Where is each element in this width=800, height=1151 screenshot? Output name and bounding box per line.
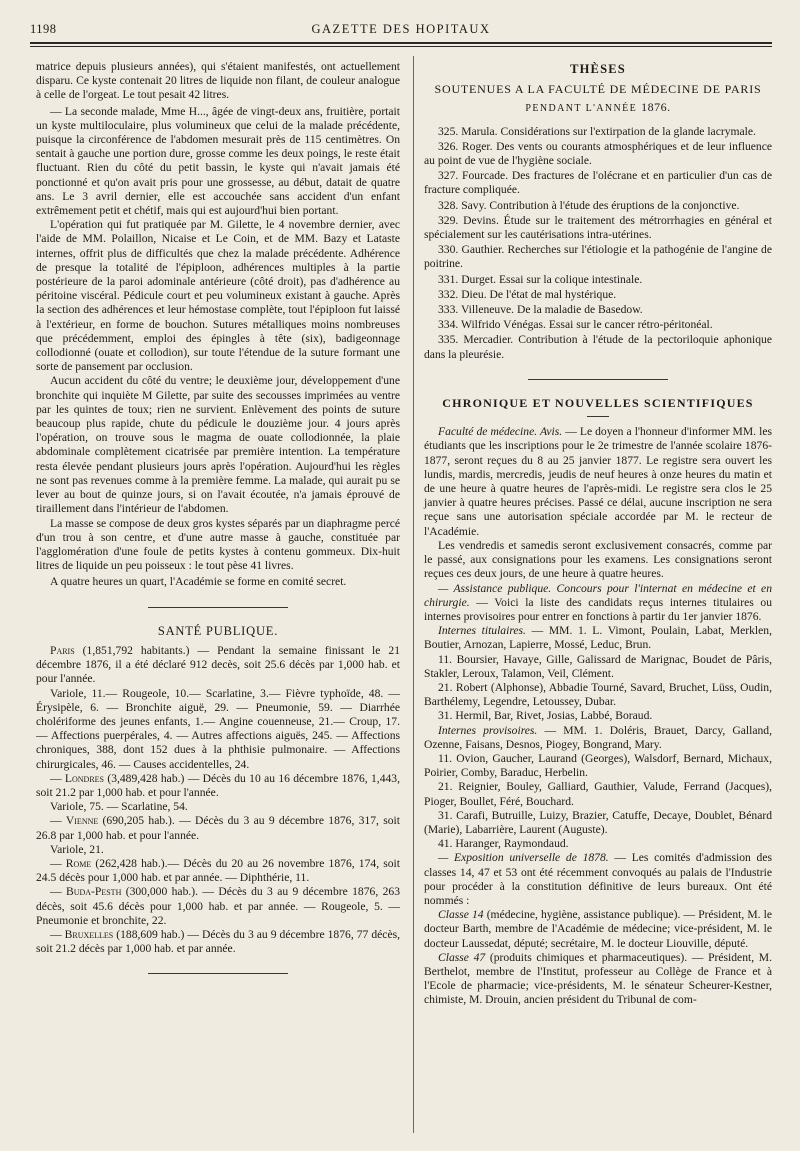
theses-subtitle: SOUTENUES A LA FACULTÉ DE MÉDECINE DE PARIS (434, 82, 762, 97)
header-rule-thin (30, 46, 772, 47)
list-item: 332. Dieu. De l'état de mal hystérique. (438, 287, 617, 301)
list-item: 335. Mercadier. Contribution à l'étude de la pectoriloquie aphonique dans la pleurésie. (424, 333, 772, 361)
paragraph: 11. Boursier, Havaye, Gille, Galissard de Marignac, Boudet de Pâris, Stakler, Leroux, Talamon, Veil, Clément. (424, 652, 772, 680)
report-londres: — Londres (3,489,428 hab.) — Décès du 10 au 16 décembre 1876, 1,443, soit 21.2 par 1,000 hab. et pour l'année. (36, 771, 400, 799)
list-item: 334. Wilfrido Vénégas. Essai sur le cancer rétro-péritonéal. (438, 318, 713, 332)
section-separator (36, 964, 400, 978)
list-item: 327. Fourcade. Des fractures de l'olécrane et en particulier d'un cas de fracture compliquée. (424, 169, 772, 197)
list-item: 328. Savy. Contribution à l'étude des éruptions de la conjonctive. (438, 198, 740, 212)
paragraph-classe-47: Classe 47 (produits chimiques et pharmaceutiques). — Président, M. Berthelot, membre de l'Institut, professeur au Collège de France et à l'Ecole de pharmacie; vice-présidents, M. le sénateur Scheurer-Kestner, chimiste, M. Drouin, ancien président du Tribunal de com- (424, 950, 772, 1007)
paragraph-provisoires: Internes provisoires. — MM. 1. Doléris, Brauet, Darcy, Galland, Ozenne, Faisans, Desnos, Piogey, Bongrand, Mary. (424, 723, 772, 751)
paragraph: L'opération qui fut pratiquée par M. Gilette, le 4 novembre dernier, avec l'aide de MM. Polaillon, Nicaise et Le Coin, et de MM. Bazy et Lataste internes, offrit plus de difficultés que chez la malade précédente. Adhérence de presque la totalité de l'épiploon, adhérences multiples à la partie postérieure de la paroi adominale antérieure (côté droit), pas d'adhérence au péritoine viscéral. Pédicule court et peu volumineux existant à gauche. Après la section des adhérences et leur hémostase complète, tout l'épiploon fut laissé à l'extérieur, en forme de bouchon. Sutures métalliques moins nombreuses que précédemment, emploi des épingles à tête (six), badigeonnage collodionné (ouate et collodion), sur toute l'étendue de la suture formant une sorte de pansement par occlusion. (36, 218, 400, 374)
report-rome: — Rome (262,428 hab.).— Décès du 20 au 26 novembre 1876, 174, soit 24.5 décès pour 1,000 hab. et par année. — Diphthérie, 11. (36, 856, 400, 885)
report-paris: Paris (1,851,792 habitants.) — Pendant la semaine finissant le 21 décembre 1876, il a été déclaré 912 decès, soit 25.6 décès par 1,000 hab. et pour l'année. (36, 643, 400, 686)
paragraph: 41. Haranger, Raymondaud. (438, 837, 569, 851)
list-item: 326. Roger. Des vents ou courants atmosphériques et de leur influence au point de vue de l'hygiène sociale. (424, 139, 772, 168)
list-item: 330. Gauthier. Recherches sur l'étiologie et la pathogénie de l'angine de poitrine. (424, 243, 772, 271)
paragraph: — La seconde malade, Mme H..., âgée de vingt-deux ans, fruitière, portait un kyste multiloculaire, plus volumineux que celui de la malade précédente, puisque la circonférence de l'abdomen mesurait près de 115 centimètres. On sentait à gauche une portion dure, grosse comme les deux poings, le reste était fluctuant. Rien du côté du petit bassin, le kyste qui n'avait jamais été ponctionné et qu'on avait pris pour une grossesse, au début, datait de quatre ans. Le 3 avril dernier, elle est accouchée sans accident d'un enfant extrêmement petit et chétif, mais qui est aujourd'hui bien portant. (36, 104, 400, 218)
short-rule (587, 416, 609, 417)
report-vienne-detail: Variole, 21. (50, 842, 104, 856)
paragraph-assistance: — Assistance publique. Concours pour l'internat en médecine et en chirurgie. — Voici la liste des candidats reçus internes titulaires ou internes provisoires pour entrer en fonctions à partir du 1er janvier 1876. (424, 581, 772, 623)
list-item: 325. Marula. Considérations sur l'extirpation de la glande lacrymale. (438, 124, 756, 138)
section-separator (36, 598, 400, 612)
paragraph-titulaires: Internes titulaires. — MM. 1. L. Vimont, Poulain, Labat, Merklen, Boutier, Arnozan, Lapierre, Mossé, Leduc, Brun. (424, 624, 772, 652)
list-item: 333. Villeneuve. De la maladie de Basedow. (438, 303, 643, 317)
paragraph: 21. Reignier, Bouley, Galliard, Gauthier, Valude, Ferrand (Jacques), Pioger, Boullet, Féré, Bouchard. (424, 780, 772, 808)
report-londres-detail: Variole, 75. — Scarlatine, 54. (50, 800, 188, 814)
section-title-chronique: CHRONIQUE ET NOUVELLES SCIENTIFIQUES (442, 396, 754, 411)
paragraph: matrice depuis plusieurs années), qui s'étaient manifestés, ont actuellement disparu. Ce kyste contenait 20 litres de liquide non filant, de couleur analogue à celle de l'orgeat. Le tout pesait 42 litres. (36, 60, 400, 102)
paragraph: Les vendredis et samedis seront exclusivement consacrés, comme par le passé, aux consignations pour les examens. Les consignations seront reçues ces deux jours, de une heure à quatre heures. (424, 538, 772, 581)
paragraph: Aucun accident du côté du ventre; le deuxième jour, développement d'une bronchite qui inquiète M Gilette, par suite des secousses imprimées au ventre par les quintes de toux; rien ne survient. Enlèvement des points de suture beaucoup plus rapide, chute du pédicule le douzième jour. 4 jours après l'opération, on trouve sous le magma de ouate collodionnée, la plaie abdominale complètement cicatrisée par première intention. La température resta élevée pendant plusieurs jours après l'opération. Aujourd'hui les règles ne sont pas revenues comme à la première femme. La malade, qui aurait pu se lever au bout de quinze jours, si on l'avait écoutée, n'a jamais éprouvé de tiraillement dans l'intérieur de l'abdomen. (36, 374, 400, 516)
page-number: 1198 (30, 22, 57, 36)
page-header (30, 22, 772, 42)
section-separator (424, 370, 772, 384)
report-paris-detail: Variole, 11.— Rougeole, 10.— Scarlatine, 3.— Fièvre typhoïde, 48. — Érysipèle, 6. — Bronchite aiguë, 29. — Pneumonie, 59. — Diarrhée cholériforme des jeunes enfants, 1.— Angine couenneuse, 21.— Croup, 17. — Affections puerpérales, 4. — Autres affections aiguës, 245. — Affections chroniques, 388, dont 152 dues à la phthisie pulmonaire. — Affections chirurgicales, 46. — Causes accidentelles, 24. (36, 686, 400, 771)
theses-list (424, 125, 772, 362)
paragraph: A quatre heures un quart, l'Académie se forme en comité secret. (50, 575, 347, 589)
report-budapest: — Buda-Pesth (300,000 hab.). — Décès du 3 au 9 décembre 1876, 263 décès, soit 45.6 décès pour 1,000 hab. et par année. — Rougeole, 5. — Pneumonie et bronchite, 22. (36, 885, 400, 927)
paragraph: 31. Hermil, Bar, Rivet, Josias, Labbé, Boraud. (438, 709, 653, 723)
paragraph-faculte: Faculté de médecine. Avis. — Le doyen a l'honneur d'informer MM. les étudiants que les inscriptions pour le 2e trimestre de l'année scolaire 1876-1877, seront reçues du 8 au 25 janvier 1877. Le registre sera ouvert les lundis, mardis, mercredis, jeudis de neuf heures à onze heures du matin et de une heure à quatre heures de l'après-midi. Le registre sera clos le 25 janvier à quatre heures précises. Passé ce délai, aucune inscription ne sera reçue sans une autorisation spéciale accordée par M. le recteur de l'Académie. (424, 425, 772, 538)
paragraph: 31. Carafi, Butruille, Luizy, Brazier, Catuffe, Decaye, Doublet, Bénard (Marie), Labarrière, Laurent (Auguste). (424, 808, 772, 836)
report-vienne: — Vienne (690,205 hab.). — Décès du 3 au 9 décembre 1876, 317, soit 26.8 par 1,000 hab. et pour l'année. (36, 814, 400, 842)
paragraph-classe-14: Classe 14 (médecine, hygiène, assistance publique). — Président, M. le docteur Barth, membre de l'Académie de médecine; vice-président, M. le docteur Laussedat, député; secrétaire, M. le docteur Liouville, député. (424, 908, 772, 950)
report-bruxelles: — Bruxelles (188,609 hab.) — Décès du 3 au 9 décembre 1876, 77 décès, soit 21.2 décès par 1,000 hab. et par année. (36, 927, 400, 956)
right-column (424, 60, 772, 1008)
list-item: 331. Durget. Essai sur la colique intestinale. (438, 272, 643, 286)
paragraph: 11. Ovion, Gaucher, Laurand (Georges), Walsdorf, Bernard, Michaux, Poirier, Comby, Baraduc, Herbelin. (424, 751, 772, 780)
left-column (36, 60, 400, 983)
section-title-theses: THÈSES (570, 62, 626, 76)
paragraph: 21. Robert (Alphonse), Abbadie Tourné, Savard, Bruchet, Lüss, Oudin, Barthélemy, Legendre, Letoussey, Dubar. (424, 680, 772, 709)
header-rule (30, 42, 772, 44)
journal-title: GAZETTE DES HOPITAUX (311, 22, 491, 36)
section-title-sante: SANTÉ PUBLIQUE. (157, 623, 279, 638)
list-item: 329. Devins. Étude sur le traitement des métrorrhagies en général et spécialement sur les cautérisations intra-utérines. (424, 213, 772, 242)
paragraph: La masse se compose de deux gros kystes séparés par un diaphragme percé d'un trou à son centre, et d'une autre masse à gauche, constituée par l'agglomération d'une foule de petits kystes à contenu gommeux. Dix-huit litres de liquide un peu poisseux : le tout pèse 41 livres. (36, 516, 400, 573)
theses-year-line: PENDANT L'ANNÉE 1876. (525, 100, 671, 115)
paragraph-exposition: — Exposition universelle de 1878. — Les comités d'admission des classes 14, 47 et 53 ont été récemment convoqués au palais de l'Industrie pour procéder à la constitution définitive de leurs bureaux. Ont été nommés : (424, 851, 773, 907)
column-divider (413, 56, 414, 1133)
